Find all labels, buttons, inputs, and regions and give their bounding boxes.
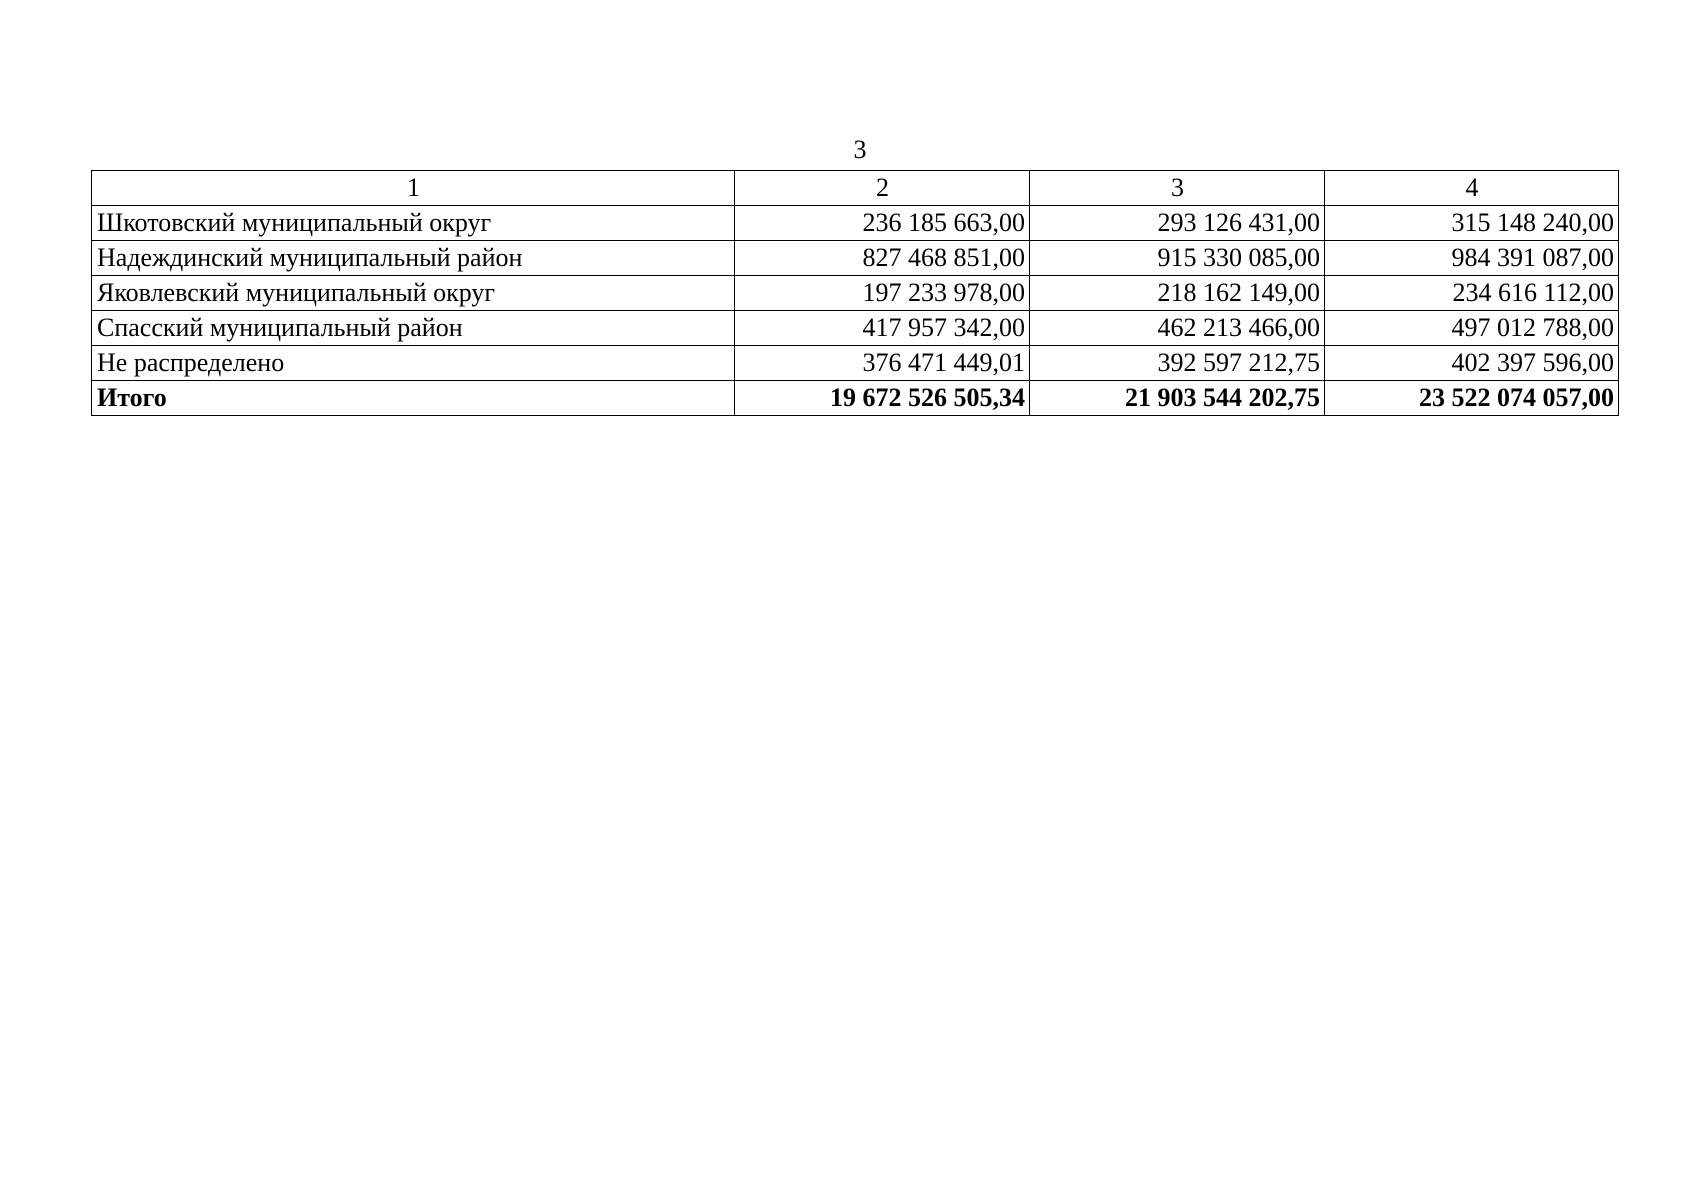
column-number-4: 4 bbox=[1325, 171, 1619, 206]
amount-col-3: 293 126 431,00 bbox=[1030, 206, 1325, 241]
table-row bbox=[92, 276, 1619, 311]
municipality-name: Спасский муниципальный район bbox=[92, 311, 735, 346]
column-number-1: 1 bbox=[92, 171, 735, 206]
amount-col-4: 315 148 240,00 bbox=[1325, 206, 1619, 241]
amount-col-4: 497 012 788,00 bbox=[1325, 311, 1619, 346]
total-col-3: 21 903 544 202,75 bbox=[1030, 381, 1325, 416]
municipality-name: Шкотовский муниципальный округ bbox=[92, 206, 735, 241]
amount-col-2: 236 185 663,00 bbox=[735, 206, 1030, 241]
amount-col-2: 417 957 342,00 bbox=[735, 311, 1030, 346]
total-row bbox=[92, 381, 1619, 416]
amount-col-4: 984 391 087,00 bbox=[1325, 241, 1619, 276]
amount-col-3: 392 597 212,75 bbox=[1030, 346, 1325, 381]
table-row bbox=[92, 346, 1619, 381]
municipality-name: Не распределено bbox=[92, 346, 735, 381]
amount-col-4: 234 616 112,00 bbox=[1325, 276, 1619, 311]
column-number-3: 3 bbox=[1030, 171, 1325, 206]
page-number: 3 bbox=[853, 135, 867, 164]
budget-distribution-table bbox=[91, 170, 1619, 416]
amount-col-3: 915 330 085,00 bbox=[1030, 241, 1325, 276]
amount-col-3: 218 162 149,00 bbox=[1030, 276, 1325, 311]
amount-col-2: 376 471 449,01 bbox=[735, 346, 1030, 381]
total-label: Итого bbox=[92, 381, 735, 416]
table-row bbox=[92, 206, 1619, 241]
amount-col-3: 462 213 466,00 bbox=[1030, 311, 1325, 346]
municipality-name: Надеждинский муниципальный район bbox=[92, 241, 735, 276]
table-row bbox=[92, 241, 1619, 276]
column-number-2: 2 bbox=[735, 171, 1030, 206]
municipality-name: Яковлевский муниципальный округ bbox=[92, 276, 735, 311]
table-header-row bbox=[92, 171, 1619, 206]
total-col-2: 19 672 526 505,34 bbox=[735, 381, 1030, 416]
amount-col-4: 402 397 596,00 bbox=[1325, 346, 1619, 381]
amount-col-2: 827 468 851,00 bbox=[735, 241, 1030, 276]
table-row bbox=[92, 311, 1619, 346]
total-col-4: 23 522 074 057,00 bbox=[1325, 381, 1619, 416]
amount-col-2: 197 233 978,00 bbox=[735, 276, 1030, 311]
